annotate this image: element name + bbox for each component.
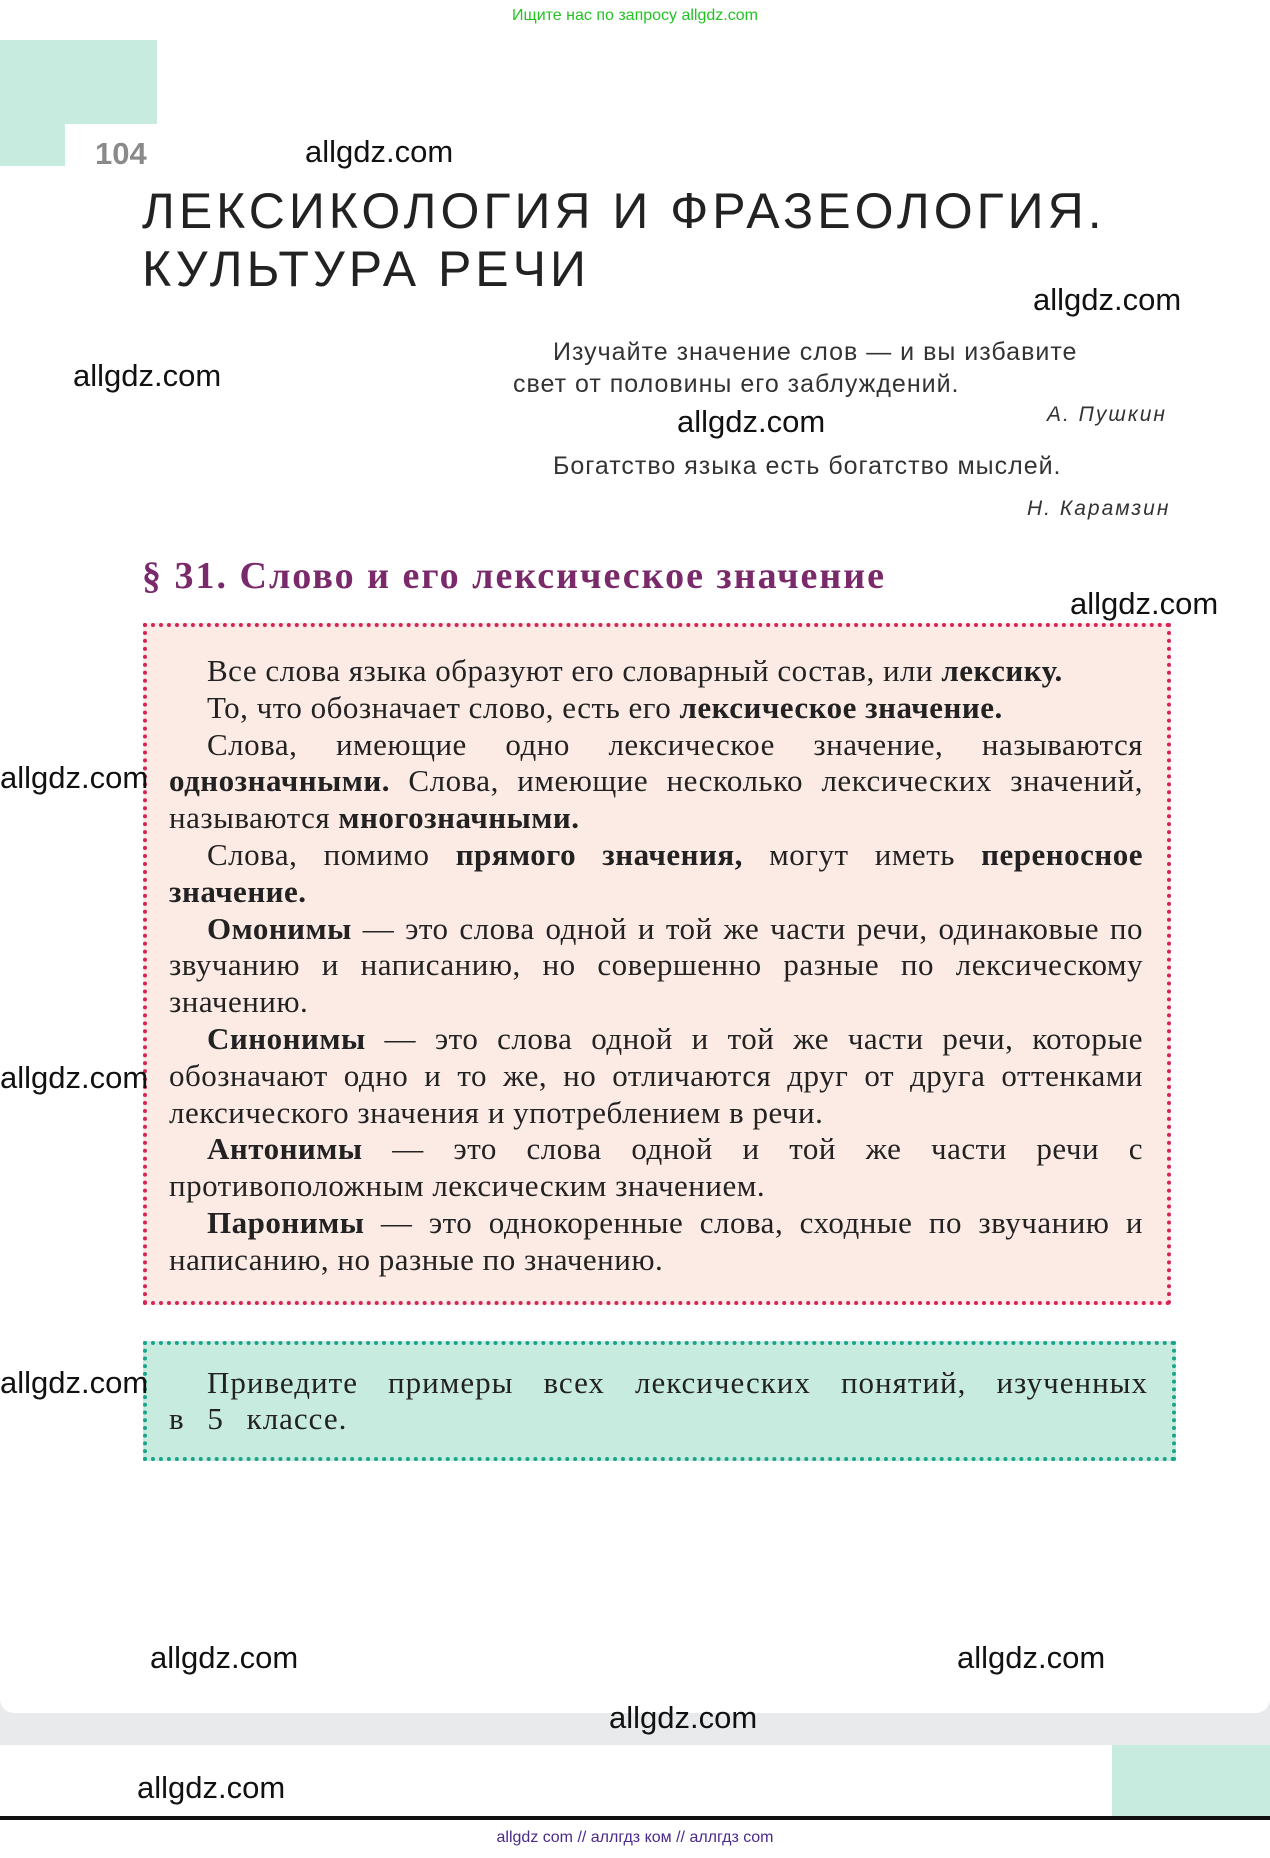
section-heading: § 31. Слово и его лексическое значение: [142, 555, 887, 597]
task-text: Приведите примеры всех лексических понятий, изученных в 5 классе.: [169, 1364, 1148, 1436]
rule-paragraph: Антонимы — это слова одной и той же части речи с противоположным лексическим значением.: [169, 1131, 1143, 1204]
content-boxes: [143, 623, 1176, 1461]
rule-paragraph: Слова, имеющие одно лексическое значение, называются однозначными. Слова, имеющие несколько лексических значений, называются многозначными.: [169, 726, 1143, 836]
rule-paragraph: Паронимы — это однокоренные слова, сходные по звучанию и написанию, но разные по значению.: [169, 1204, 1143, 1277]
watermark: allgdz.com: [1070, 586, 1219, 621]
watermark: allgdz.com: [0, 1060, 149, 1095]
watermark: allgdz.com: [305, 134, 454, 169]
rule-paragraph: Омонимы — это слова одной и той же части речи, одинаковые по звучанию и написанию, но совершенно разные по лексическому значению.: [169, 910, 1143, 1020]
rule-paragraph: Синонимы — это слова одной и той же части речи, которые обозначают одно и то же, но отличаются друг от друга оттенками лексического значения и употреблением в речи.: [169, 1020, 1143, 1130]
epigraph-author: Н. Карамзин: [1027, 497, 1171, 520]
watermark: allgdz.com: [150, 1640, 299, 1675]
epigraph-line: Изучайте значение слов — и вы избавите: [553, 338, 1078, 366]
watermark: allgdz.com: [609, 1700, 758, 1735]
watermark: allgdz.com: [0, 760, 149, 795]
watermark: allgdz.com: [73, 358, 222, 393]
top-banner[interactable]: Ищите нас по запросу allgdz.com: [0, 0, 1270, 40]
chapter-title-line: ЛЕКСИКОЛОГИЯ И ФРАЗЕОЛОГИЯ.: [142, 183, 1106, 239]
watermark: allgdz.com: [957, 1640, 1106, 1675]
footer-links[interactable]: allgdz com // аллгдз ком // аллгдз com: [0, 1820, 1270, 1858]
rules-box: [143, 623, 1171, 1305]
page-number: 104: [95, 136, 147, 171]
rule-paragraph: Все слова языка образуют его словарный состав, или лексику.: [207, 653, 1063, 688]
epigraph-line: свет от половины его заблуждений.: [513, 370, 960, 398]
watermark: allgdz.com: [677, 404, 826, 439]
rule-paragraph: То, что обозначает слово, есть его лексическое значение.: [207, 689, 1003, 725]
watermark: allgdz.com: [1033, 282, 1182, 317]
epigraph-author: А. Пушкин: [1047, 403, 1167, 426]
watermark: allgdz.com: [137, 1770, 286, 1805]
epigraph-line: Богатство языка есть богатство мыслей.: [553, 452, 1062, 480]
chapter-title: [142, 182, 1106, 298]
watermark: allgdz.com: [0, 1365, 149, 1400]
chapter-title-line: КУЛЬТУРА РЕЧИ: [142, 241, 590, 297]
rule-paragraph: Слова, помимо прямого значения, могут иметь переносное значение.: [169, 836, 1143, 909]
next-page-corner: [1112, 1745, 1270, 1817]
task-box: [143, 1341, 1176, 1461]
